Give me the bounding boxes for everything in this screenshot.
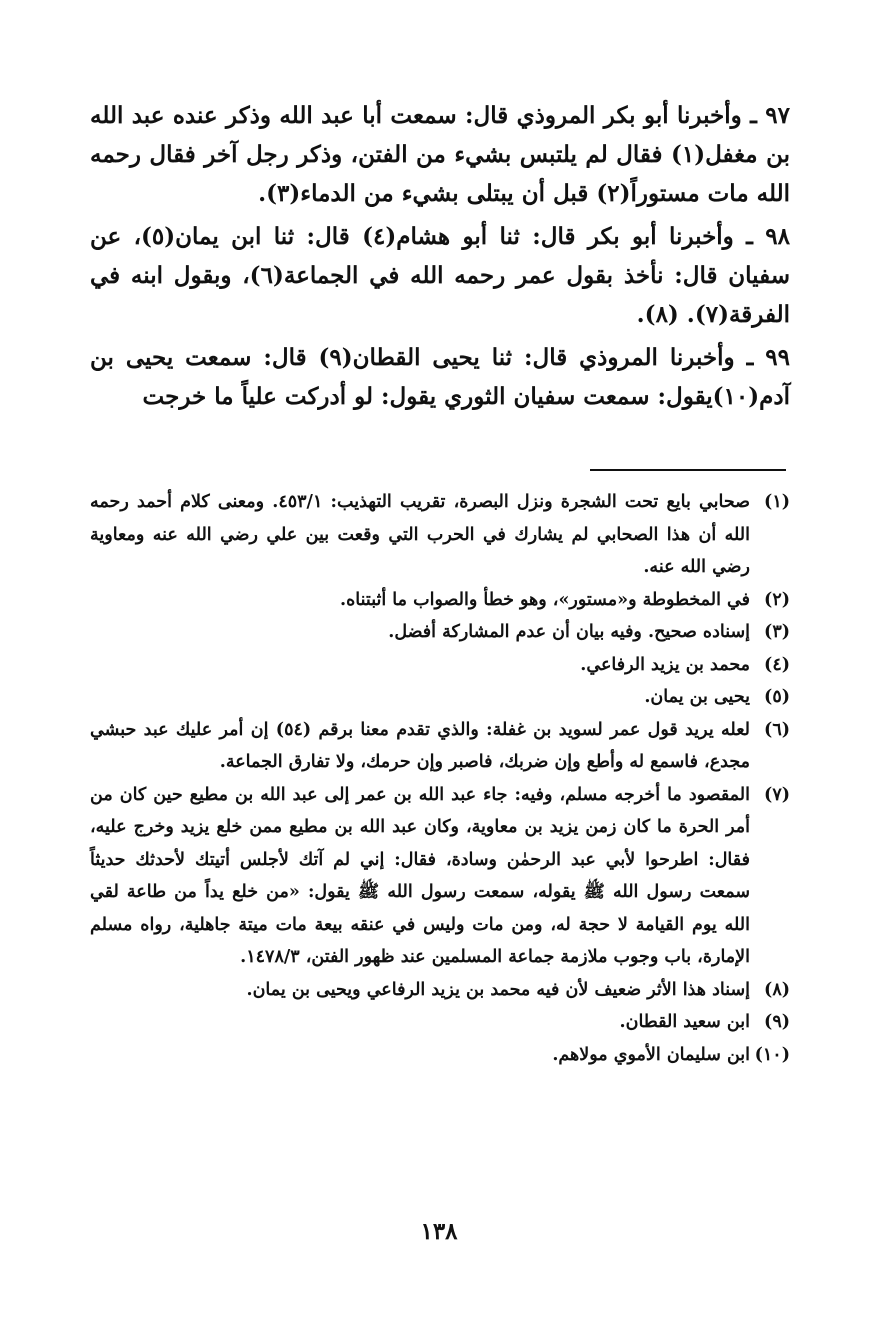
entry-text: وأخبرنا أبو بكر قال: ثنا أبو هشام(٤) قال: ثنا ابن يمان(٥)، عن سفيان قال: نأخذ بقول عمر رحمه الله في الجماعة(٦)، وبقول ابنه في الفرقة(٧). (٨). <box>90 223 790 328</box>
footnote-5 <box>90 681 790 714</box>
footnote-3 <box>90 616 790 649</box>
footnote-text: ابن سعيد القطان. <box>619 1012 750 1032</box>
footnote-text: يحيى بن يمان. <box>644 687 750 707</box>
entry-number: ٩٧ ـ <box>750 102 790 129</box>
footnote-1 <box>90 486 790 584</box>
entry-99 <box>90 338 790 416</box>
footnote-number: (٣) <box>764 622 790 642</box>
footnote-number: (٨) <box>764 979 790 1000</box>
footnote-text: المقصود ما أخرجه مسلم، وفيه: جاء عبد الله بن عمر إلى عبد الله بن مطيع حين كان من أمر الحرة ما كان زمن يزيد بن معاوية، وكان عبد الله بن مطيع ممن خلع يزيد وخرج عليه، فقال: اطرحوا لأبي عبد الرحمٰن وسادة، فقال: إني لم آتك لأجلس أتيتك لأحدثك حديثاً سمعت رسول الله ﷺ يقوله، سمعت رسول الله ﷺ يقول: «من خلع يداً من طاعة لقي الله يوم القيامة لا حجة له، ومن مات وليس في عنقه بيعة مات ميتة جاهلية، رواه مسلم الإمارة، باب وجوب ملازمة جماعة المسلمين عند ظهور الفتن، ١٤٧٨/٣. <box>90 784 750 967</box>
footnote-number: (١) <box>764 492 790 512</box>
footnote-text: لعله يريد قول عمر لسويد بن غفلة: والذي تقدم معنا برقم (٥٤) إن أمر عليك عبد حبشي مجدع، فاسمع له وأطع وإن ضربك، فاصبر وإن حرمك، ولا تفارق الجماعة. <box>90 719 750 772</box>
footnote-number: (١٠) <box>754 1044 790 1065</box>
footnote-10 <box>90 1039 790 1072</box>
entry-98 <box>90 217 790 334</box>
footnote-6 <box>90 714 790 779</box>
footnote-text: في المخطوطة و«مستور»، وهو خطأ والصواب ما أثبتناه. <box>340 589 750 610</box>
footnote-text: ابن سليمان الأموي مولاهم. <box>552 1044 750 1065</box>
footnote-number: (٧) <box>764 784 790 805</box>
main-text <box>90 96 790 420</box>
entry-97 <box>90 96 790 213</box>
entry-text: وأخبرنا المروذي قال: ثنا يحيى القطان(٩) قال: سمعت يحيى بن آدم(١٠)يقول: سمعت سفيان الثوري يقول: لو أدركت علياً ما خرجت <box>90 344 790 410</box>
footnote-number: (٢) <box>764 589 790 610</box>
footnote-number: (٥) <box>764 687 790 707</box>
entry-text: وأخبرنا أبو بكر المروذي قال: سمعت أبا عبد الله وذكر عنده عبد الله بن مغفل(١) فقال لم يلتبس بشيء من الفتن، وذكر رجل آخر فقال رحمه الله مات مستوراً(٢) قبل أن يبتلى بشيء من الدماء(٣). <box>90 102 790 207</box>
footnotes <box>90 486 790 1071</box>
footnote-text: إسناد هذا الأثر ضعيف لأن فيه محمد بن يزيد الرفاعي ويحيى بن يمان. <box>246 979 750 1000</box>
footnote-number: (٩) <box>764 1012 790 1032</box>
footnote-7 <box>90 779 790 974</box>
footnote-8 <box>90 974 790 1007</box>
footnote-2 <box>90 584 790 617</box>
footnote-number: (٤) <box>764 654 790 675</box>
entry-number: ٩٨ ـ <box>746 223 790 250</box>
footnote-4 <box>90 649 790 682</box>
footnote-text: محمد بن يزيد الرفاعي. <box>580 654 750 675</box>
footnote-divider <box>590 469 786 471</box>
entry-number: ٩٩ ـ <box>746 344 791 371</box>
footnote-text: صحابي بايع تحت الشجرة ونزل البصرة، تقريب التهذيب: ٤٥٣/١. ومعنى كلام أحمد رحمه الله أن هذا الصحابي لم يشارك في الحرب التي وقعت بين علي رضي الله عنه ومعاوية رضي الله عنه. <box>90 492 750 577</box>
page-number: ١٣٨ <box>420 1218 458 1245</box>
footnote-9 <box>90 1006 790 1039</box>
footnote-number: (٦) <box>764 719 790 740</box>
footnote-text: إسناده صحيح. وفيه بيان أن عدم المشاركة أفضل. <box>388 622 750 642</box>
